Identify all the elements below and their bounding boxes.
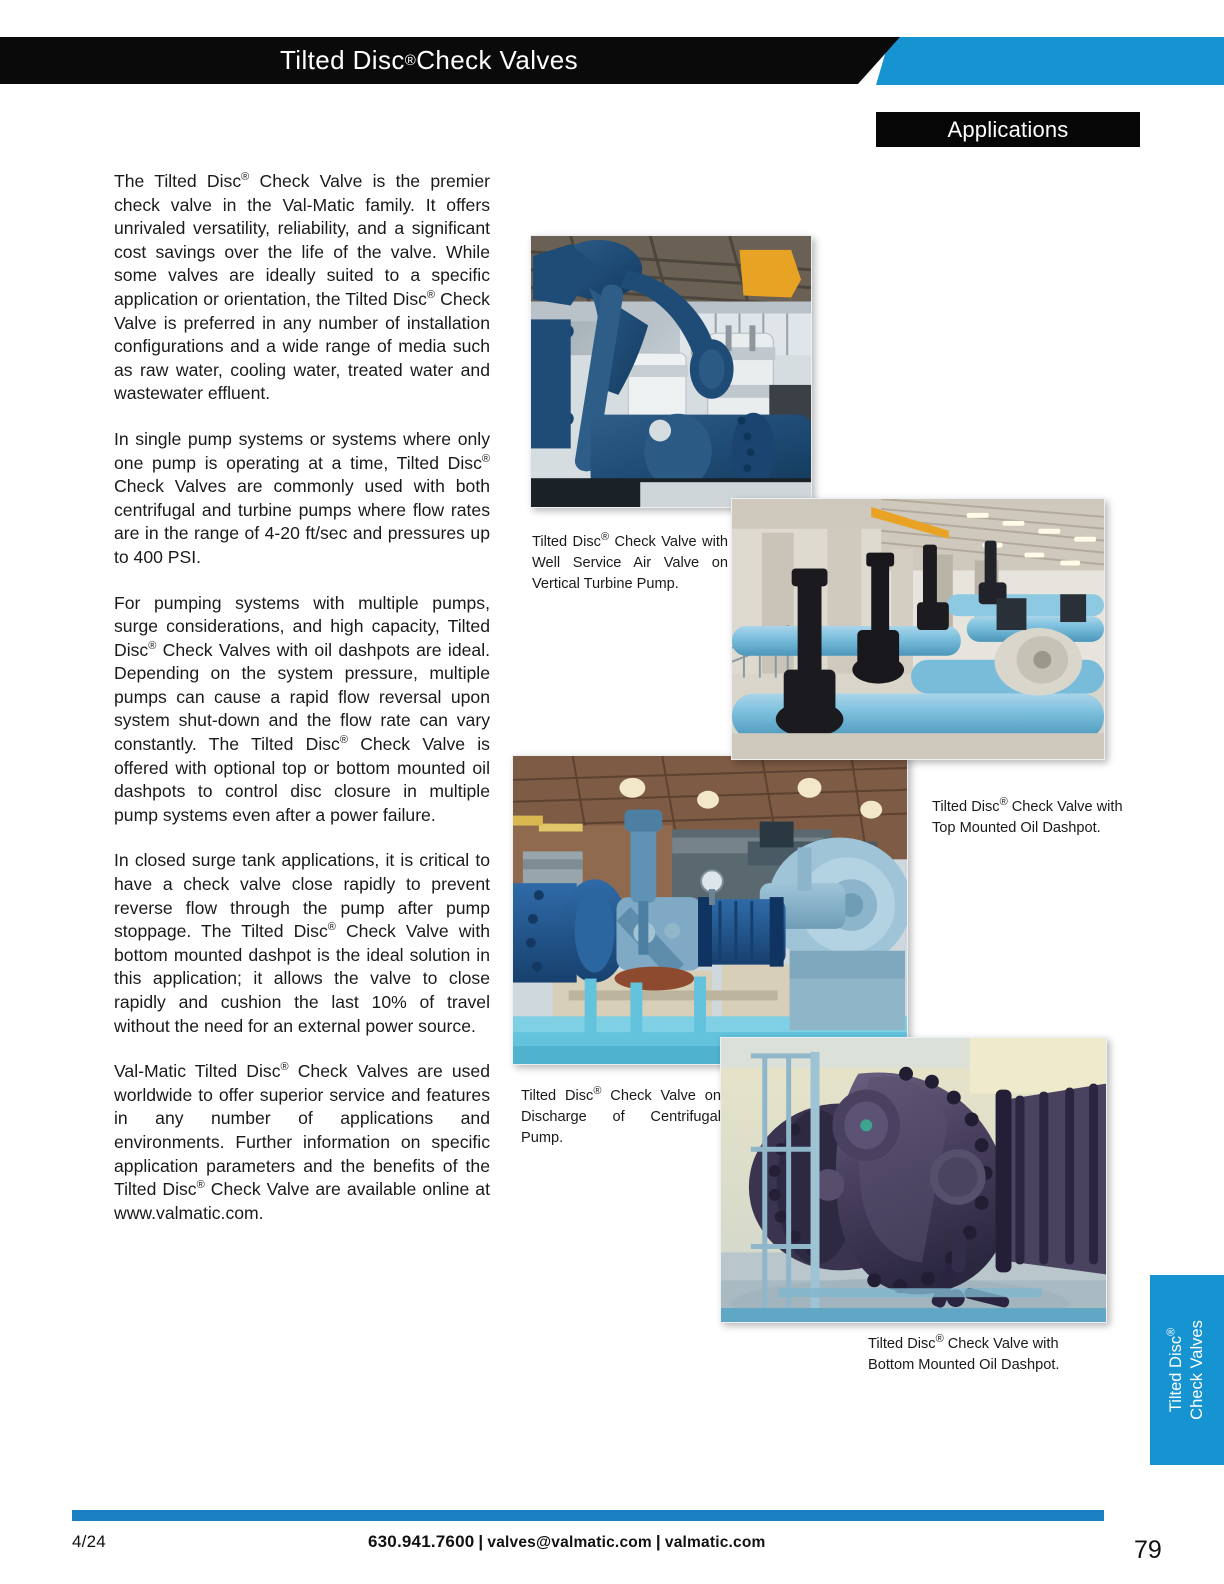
photo-bottom-mounted-oil-dashpot xyxy=(720,1037,1107,1323)
section-tab-applications xyxy=(876,112,1140,147)
side-tab-line-2: Check Valves xyxy=(1188,1320,1206,1420)
body-paragraph-5: Val-Matic Tilted Disc® Check Valves are used worldwide to offer superior service and features in any number of applications and environments. Further information on specific application parameters and the benefits of the Tilted Disc® Check Valve are available online at www.valmatic.com. xyxy=(114,1061,490,1223)
header-accent-shape xyxy=(876,37,1224,85)
page-number: 79 xyxy=(1134,1536,1162,1564)
footer-divider xyxy=(72,1510,1104,1521)
footer-revision: 4/24 xyxy=(72,1532,106,1551)
body-paragraph-3: For pumping systems with multiple pumps, surge considerations, and high capacity, Tilted Disc® Check Valves with oil dashpots are ideal. Depending on the system pressure, multiple pumps can cause a rapid flow reversal upon system shut-down and the flow rate can vary constantly. The Tilted Disc® Check Valve is offered with optional top or bottom mounted oil dashpots to control disc closure in multiple pump systems even after a power failure. xyxy=(114,592,490,825)
page-title-rest: Check Valves xyxy=(416,45,579,75)
footer-website[interactable]: valmatic.com xyxy=(664,1534,766,1551)
footer-phone[interactable]: 630.941.7600 xyxy=(368,1532,475,1551)
photo-caption-2: Tilted Disc® Check Valve with Top Mounted Oil Dashpot. xyxy=(932,796,1123,836)
body-paragraph-4: In closed surge tank applications, it is critical to have a check valve close rapidly to prevent reverse flow through the pump after pump stoppage. The Tilted Disc® Check Valve with bottom mounted dashpot is the ideal solution in this application; it allows the valve to close rapidly and cushion the last 10% of travel without the need for an external power source. xyxy=(114,850,490,1036)
footer-separator-1: | xyxy=(478,1532,484,1551)
photo-caption-4: Tilted Disc® Check Valve with Bottom Mounted Oil Dashpot. xyxy=(868,1333,1060,1373)
photo-vertical-turbine-pump xyxy=(530,235,812,508)
photo-caption-1: Tilted Disc® Check Valve with Well Service Air Valve on Vertical Turbine Pump. xyxy=(532,531,729,592)
footer-email[interactable]: valves@valmatic.com xyxy=(487,1534,652,1551)
section-tab-label: Applications xyxy=(947,116,1069,142)
page-title: Tilted Disc ® Check Valves xyxy=(279,45,579,75)
side-tab-line-1: Tilted Disc® xyxy=(1165,1327,1185,1413)
page-title-main: Tilted Disc xyxy=(279,45,405,75)
side-thumb-tab xyxy=(1150,1275,1224,1465)
body-paragraph-1: The Tilted Disc® Check Valve is the premier check valve in the Val-Matic family. It offers unrivaled versatility, reliability, and a significant cost savings over the life of the valve. While some valves are ideally suited to a specific application or orientation, the Tilted Disc® Check Valve is preferred in any number of installation configurations and a wide range of media such as raw water, cooling water, treated water and wastewater effluent. xyxy=(114,171,490,404)
photo-top-mounted-oil-dashpot xyxy=(731,498,1105,760)
photo-caption-3: Tilted Disc® Check Valve on Discharge of Centrifugal Pump. xyxy=(521,1085,721,1146)
footer-contact xyxy=(368,1532,766,1552)
body-paragraph-2: In single pump systems or systems where only one pump is operating at a time, Tilted Disc® Check Valves are commonly used with both centrifugal and turbine pumps where flow rates are in the range of 4-20 ft/sec and pressures up to 400 PSI. xyxy=(114,428,490,567)
body-text-column xyxy=(114,170,490,1225)
side-thumb-tab-label xyxy=(1166,1320,1208,1420)
footer-separator-2: | xyxy=(655,1532,661,1551)
photo-discharge-centrifugal-pump xyxy=(512,755,908,1065)
